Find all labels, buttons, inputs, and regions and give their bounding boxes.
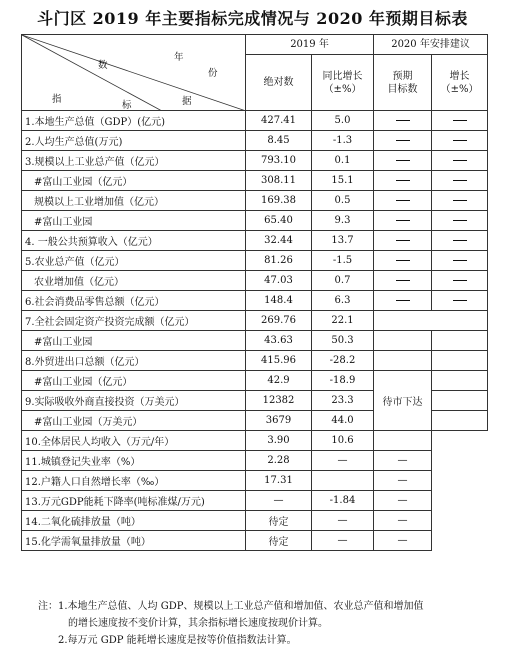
dash-mark <box>396 240 410 241</box>
absolute-value: 169.38 <box>246 191 312 211</box>
header-corner-nian: 年 <box>174 52 184 63</box>
yoy-growth: 6.3 <box>312 291 374 311</box>
header-2020: 2020 年安排建议 <box>374 35 488 55</box>
target-growth <box>432 191 488 211</box>
indicator-name: 7.全社会固定资产投资完成额（亿元） <box>22 311 246 331</box>
dash-mark <box>453 220 467 221</box>
dash-mark <box>396 200 410 201</box>
absolute-value: 17.31 <box>246 471 312 491</box>
indicator-name: #富山工业园（亿元） <box>22 371 246 391</box>
dash-mark <box>396 220 410 221</box>
yoy-growth: -1.3 <box>312 131 374 151</box>
table-row <box>22 131 488 151</box>
header-target-line1: 预期 <box>392 70 413 82</box>
target-value <box>374 231 432 251</box>
table-row <box>22 291 488 311</box>
target-growth: — <box>374 511 432 531</box>
absolute-value: 12382 <box>246 391 312 411</box>
target-value <box>374 151 432 171</box>
footnote-line-2: 的增长速度按不变价计算，其余指标增长速度按现价计算。 <box>68 618 328 629</box>
table-row <box>22 271 488 291</box>
target-value <box>374 131 432 151</box>
table-row <box>22 351 488 371</box>
absolute-value: 3679 <box>246 411 312 431</box>
indicator-name: 10.全体居民人均收入（万元/年） <box>22 431 246 451</box>
dash-mark <box>396 140 410 141</box>
header-corner-biao: 标 <box>122 100 132 111</box>
indicator-name: 5.农业总产值（亿元） <box>22 251 246 271</box>
target-value <box>374 291 432 311</box>
absolute-value: 427.41 <box>246 111 312 131</box>
indicator-name: 6.社会消费品零售总额（亿元） <box>22 291 246 311</box>
yoy-growth: — <box>312 451 374 471</box>
yoy-growth: 15.1 <box>312 171 374 191</box>
indicator-name: 8.外贸进出口总额（亿元） <box>22 351 246 371</box>
table-row <box>22 251 488 271</box>
yoy-growth: 23.3 <box>312 391 374 411</box>
dash-mark <box>453 300 467 301</box>
table-row <box>22 111 488 131</box>
target-growth <box>374 431 432 451</box>
indicator-name: #富山工业园（万美元） <box>22 411 246 431</box>
yoy-growth: — <box>312 511 374 531</box>
target-growth <box>432 391 488 411</box>
page-title: 斗门区 2019 年主要指标完成情况与 2020 年预期目标表 <box>37 9 468 28</box>
absolute-value: 3.90 <box>246 431 312 451</box>
dash-mark <box>453 200 467 201</box>
target-growth <box>432 111 488 131</box>
absolute-value: 43.63 <box>246 331 312 351</box>
yoy-growth: 0.1 <box>312 151 374 171</box>
target-value <box>374 331 432 351</box>
table-row <box>22 171 488 191</box>
table-row <box>22 331 488 351</box>
table-row <box>22 431 488 451</box>
absolute-value: — <box>246 491 312 511</box>
indicator-name: #富山工业园 <box>22 331 246 351</box>
target-value <box>374 211 432 231</box>
yoy-growth: -28.2 <box>312 351 374 371</box>
yoy-growth: 0.7 <box>312 271 374 291</box>
absolute-value: 415.96 <box>246 351 312 371</box>
indicator-name: 13.万元GDP能耗下降率(吨标准煤/万元) <box>22 491 246 511</box>
dash-mark <box>396 280 410 281</box>
target-value <box>374 271 432 291</box>
yoy-growth: 22.1 <box>312 311 374 331</box>
target-growth <box>432 251 488 271</box>
dash-mark <box>453 260 467 261</box>
table-row <box>22 211 488 231</box>
indicator-name: 9.实际吸收外商直接投资（万美元） <box>22 391 246 411</box>
indicator-name: 2.人均生产总值(万元) <box>22 131 246 151</box>
dash-mark <box>453 160 467 161</box>
indicator-name: #富山工业园 <box>22 211 246 231</box>
indicator-name: 1.本地生产总值（GDP）(亿元) <box>22 111 246 131</box>
table-row <box>22 311 488 331</box>
target-growth <box>432 171 488 191</box>
table-row <box>22 151 488 171</box>
dash-mark <box>396 260 410 261</box>
yoy-growth: 5.0 <box>312 111 374 131</box>
header-corner-zhi: 指 <box>52 94 62 105</box>
header-growth-line2: （±%） <box>440 83 479 95</box>
table-row <box>22 531 488 551</box>
target-value <box>374 111 432 131</box>
target-growth <box>432 371 488 391</box>
indicator-name: 12.户籍人口自然增长率（‰） <box>22 471 246 491</box>
header-corner-ju: 据 <box>182 96 192 107</box>
dash-mark <box>396 120 410 121</box>
absolute-value: 269.76 <box>246 311 312 331</box>
dash-mark <box>453 140 467 141</box>
dash-mark <box>396 180 410 181</box>
yoy-growth: 13.7 <box>312 231 374 251</box>
table-row <box>22 371 488 391</box>
indicator-name: 规模以上工业增加值（亿元） <box>22 191 246 211</box>
header-growth-line1: 增长 <box>449 70 470 82</box>
indicator-name: 3.规模以上工业总产值（亿元） <box>22 151 246 171</box>
yoy-growth: 10.6 <box>312 431 374 451</box>
dash-mark <box>453 180 467 181</box>
indicator-name: 14.二氧化硫排放量（吨） <box>22 511 246 531</box>
footnote-line-3: 2.每万元 GDP 能耗增长速度是按等价值指数法计算。 <box>58 635 297 646</box>
header-target-line2: 目标数 <box>387 83 418 95</box>
target-growth <box>432 271 488 291</box>
absolute-value: 待定 <box>246 531 312 551</box>
target-value <box>374 171 432 191</box>
target-growth <box>432 211 488 231</box>
header-yoy-line1: 同比增长 <box>322 70 363 82</box>
header-corner-shu: 数 <box>98 60 108 71</box>
absolute-value: 47.03 <box>246 271 312 291</box>
absolute-value: 待定 <box>246 511 312 531</box>
target-growth: — <box>374 451 432 471</box>
absolute-value: 81.26 <box>246 251 312 271</box>
dash-mark <box>396 300 410 301</box>
yoy-growth: -18.9 <box>312 371 374 391</box>
table-row <box>22 491 488 511</box>
table-row <box>22 471 488 491</box>
target-growth <box>432 331 488 351</box>
header-2019: 2019 年 <box>246 35 374 55</box>
absolute-value: 2.28 <box>246 451 312 471</box>
absolute-value: 42.9 <box>246 371 312 391</box>
absolute-value: 308.11 <box>246 171 312 191</box>
header-growth <box>432 55 488 111</box>
absolute-value: 32.44 <box>246 231 312 251</box>
target-growth <box>432 351 488 371</box>
indicator-name: 4. 一般公共预算收入（亿元） <box>22 231 246 251</box>
absolute-value: 148.4 <box>246 291 312 311</box>
indicator-name: 农业增加值（亿元） <box>22 271 246 291</box>
table-row <box>22 451 488 471</box>
absolute-value: 65.40 <box>246 211 312 231</box>
indicator-name: 11.城镇登记失业率（%） <box>22 451 246 471</box>
dash-mark <box>396 160 410 161</box>
absolute-value: 8.45 <box>246 131 312 151</box>
yoy-growth: — <box>312 531 374 551</box>
target-value <box>374 251 432 271</box>
header-corner-fen: 份 <box>208 68 218 79</box>
yoy-growth: 0.5 <box>312 191 374 211</box>
header-corner-cell <box>22 35 246 111</box>
table-row <box>22 511 488 531</box>
header-yoy <box>312 55 374 111</box>
target-growth <box>432 151 488 171</box>
target-growth <box>432 411 488 431</box>
target-value <box>374 351 432 371</box>
target-growth: — <box>374 471 432 491</box>
indicator-name: #富山工业园（亿元） <box>22 171 246 191</box>
yoy-growth: 44.0 <box>312 411 374 431</box>
header-yoy-line2: （±%） <box>323 83 362 95</box>
header-abs: 绝对数 <box>246 55 312 111</box>
indicator-table <box>21 34 488 551</box>
indicator-name: 15.化学需氧量排放量（吨） <box>22 531 246 551</box>
yoy-growth: -1.84 <box>312 491 374 511</box>
target-growth <box>432 291 488 311</box>
table-row <box>22 191 488 211</box>
header-target <box>374 55 432 111</box>
target-value <box>374 191 432 211</box>
absolute-value: 793.10 <box>246 151 312 171</box>
yoy-growth: 9.3 <box>312 211 374 231</box>
yoy-growth <box>312 471 374 491</box>
dash-mark <box>453 280 467 281</box>
target-growth <box>432 131 488 151</box>
target-growth: — <box>374 491 432 511</box>
target-merged <box>374 311 488 331</box>
target-pending: 待市下达 <box>374 371 432 431</box>
footnote-line-1: 注：1.本地生产总值、人均 GDP、规模以上工业总产值和增加值、农业总产值和增加值 <box>38 601 424 612</box>
dash-mark <box>453 240 467 241</box>
target-growth <box>432 231 488 251</box>
target-growth: — <box>374 531 432 551</box>
dash-mark <box>453 120 467 121</box>
footnote <box>38 598 498 649</box>
table-row <box>22 231 488 251</box>
yoy-growth: 50.3 <box>312 331 374 351</box>
yoy-growth: -1.5 <box>312 251 374 271</box>
